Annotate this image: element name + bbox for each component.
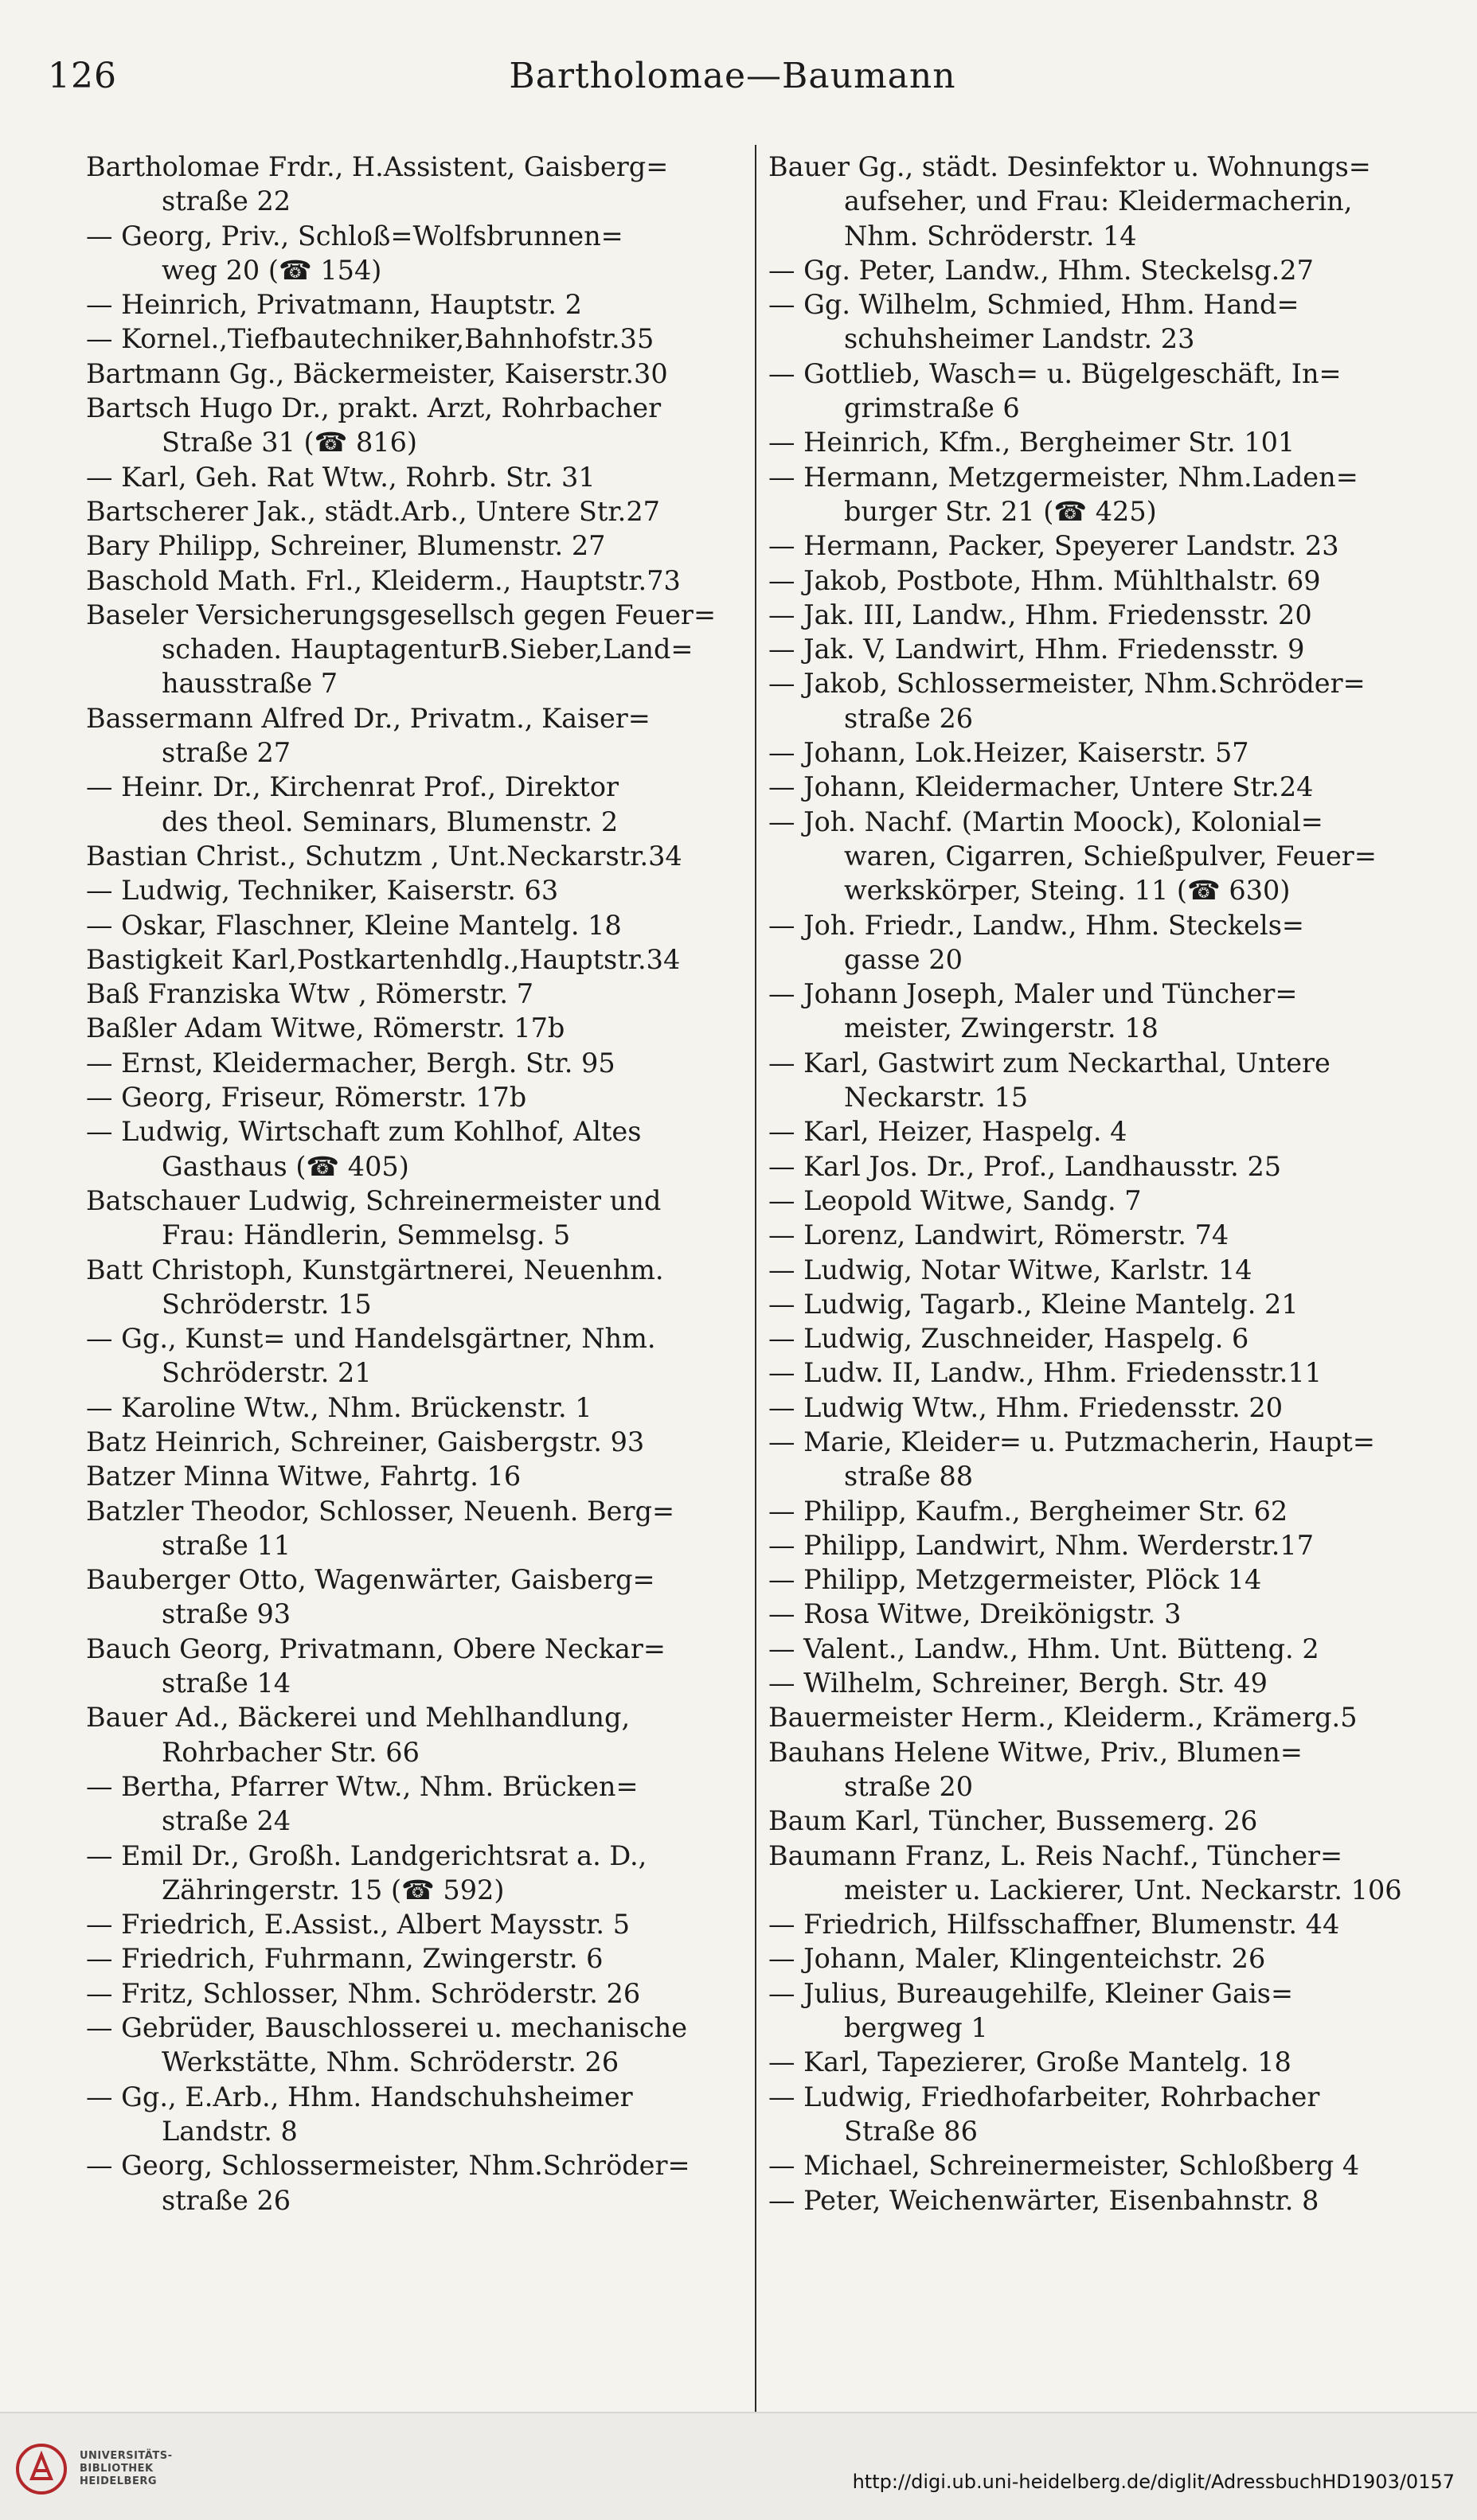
directory-entry-line: — Karoline Wtw., Nhm. Brückenstr. 1 bbox=[86, 1391, 592, 1423]
right-column bbox=[768, 150, 1441, 2218]
directory-entry-line: — Karl, Tapezierer, Große Mantelg. 18 bbox=[768, 2046, 1291, 2078]
directory-entry-line: — Johann Joseph, Maler und Tüncher= bbox=[768, 978, 1298, 1010]
directory-entry-line: — Leopold Witwe, Sandg. 7 bbox=[768, 1184, 1142, 1216]
directory-entry-line: — Michael, Schreinermeister, Schloßberg 4 bbox=[768, 2150, 1360, 2182]
directory-entry-line: Bauer Gg., städt. Desinfektor u. Wohnungs= bbox=[768, 151, 1371, 182]
directory-entry-line: — Ludwig, Friedhofarbeiter, Rohrbacher bbox=[768, 2081, 1320, 2112]
library-name-line: UNIVERSITÄTS- bbox=[80, 2450, 173, 2462]
directory-entry-line: Batzler Theodor, Schlosser, Neuenh. Berg= bbox=[86, 1495, 675, 1527]
directory-entry-line: werkskörper, Steing. 11 (☎ 630) bbox=[844, 875, 1291, 907]
directory-entry-line: — Rosa Witwe, Dreikönigstr. 3 bbox=[768, 1598, 1182, 1630]
directory-entry-line: — Oskar, Flaschner, Kleine Mantelg. 18 bbox=[86, 909, 622, 941]
directory-entry-line: — Julius, Bureaugehilfe, Kleiner Gais= bbox=[768, 1977, 1294, 2009]
directory-entry-line: waren, Cigarren, Schießpulver, Feuer= bbox=[844, 840, 1377, 872]
directory-entry-line: — Johann, Maler, Klingenteichstr. 26 bbox=[768, 1943, 1266, 1975]
directory-entry-line: Bartscherer Jak., städt.Arb., Untere Str.27 bbox=[86, 495, 660, 527]
directory-entry-line: — Friedrich, Hilfsschaffner, Blumenstr. 44 bbox=[768, 1909, 1340, 1941]
directory-entry-line: — Wilhelm, Schreiner, Bergh. Str. 49 bbox=[768, 1668, 1268, 1699]
directory-entry-line: — Ludwig Wtw., Hhm. Friedensstr. 20 bbox=[768, 1391, 1284, 1423]
directory-entry-line: Batz Heinrich, Schreiner, Gaisbergstr. 93 bbox=[86, 1426, 645, 1457]
directory-entry-line: schuhsheimer Landstr. 23 bbox=[844, 323, 1195, 355]
directory-entry-line: — Joh. Friedr., Landw., Hhm. Steckels= bbox=[768, 909, 1304, 941]
directory-entry-line: Bauberger Otto, Wagenwärter, Gaisberg= bbox=[86, 1564, 655, 1596]
directory-entry-line: — Gebrüder, Bauschlosserei u. mechanische bbox=[86, 2012, 688, 2044]
directory-entry-line: straße 26 bbox=[844, 702, 974, 734]
directory-entry-line: — Jakob, Postbote, Hhm. Mühlthalstr. 69 bbox=[768, 564, 1321, 596]
directory-entry-line: Baschold Math. Frl., Kleiderm., Hauptstr.73 bbox=[86, 564, 681, 596]
directory-entry-line: schaden. HauptagenturB.Sieber,Land= bbox=[162, 634, 694, 665]
directory-entry-line: Schröderstr. 15 bbox=[162, 1288, 372, 1320]
directory-entry-line: Baßler Adam Witwe, Römerstr. 17b bbox=[86, 1012, 565, 1044]
directory-entry-line: — Ludwig, Techniker, Kaiserstr. 63 bbox=[86, 875, 559, 907]
directory-entry-line: — Heinr. Dr., Kirchenrat Prof., Direktor bbox=[86, 771, 619, 803]
directory-entry-line: Bary Philipp, Schreiner, Blumenstr. 27 bbox=[86, 530, 606, 562]
directory-entry-line: grimstraße 6 bbox=[844, 392, 1020, 424]
directory-entry-line: — Karl, Heizer, Haspelg. 4 bbox=[768, 1116, 1127, 1148]
directory-entry-line: — Philipp, Landwirt, Nhm. Werderstr.17 bbox=[768, 1529, 1315, 1561]
directory-entry-line: — Hermann, Metzgermeister, Nhm.Laden= bbox=[768, 461, 1358, 493]
column-divider bbox=[755, 145, 756, 2429]
directory-entry-line: — Kornel.,Tiefbautechniker,Bahnhofstr.35 bbox=[86, 323, 654, 355]
directory-entry-line: Landstr. 8 bbox=[162, 2115, 298, 2147]
directory-entry-line: Bartholomae Frdr., H.Assistent, Gaisberg= bbox=[86, 151, 669, 182]
directory-entry-line: — Lorenz, Landwirt, Römerstr. 74 bbox=[768, 1219, 1229, 1251]
directory-entry-line: straße 26 bbox=[162, 2184, 291, 2216]
library-name-line: HEIDELBERG bbox=[80, 2475, 158, 2487]
directory-entry-line: Bastian Christ., Schutzm , Unt.Neckarstr.34 bbox=[86, 840, 682, 872]
library-name-line: BIBLIOTHEK bbox=[80, 2463, 154, 2475]
directory-entry-line: — Karl Jos. Dr., Prof., Landhausstr. 25 bbox=[768, 1150, 1282, 1182]
directory-entry-line: — Georg, Schlossermeister, Nhm.Schröder= bbox=[86, 2150, 690, 2182]
directory-entry-line: Bauhans Helene Witwe, Priv., Blumen= bbox=[768, 1736, 1303, 1768]
directory-entry-line: — Karl, Gastwirt zum Neckarthal, Untere bbox=[768, 1047, 1330, 1079]
directory-entry-line: — Marie, Kleider= u. Putzmacherin, Haupt= bbox=[768, 1426, 1375, 1457]
directory-entry-line: meister u. Lackierer, Unt. Neckarstr. 106 bbox=[844, 1874, 1402, 1906]
directory-entry-line: — Jak. V, Landwirt, Hhm. Friedensstr. 9 bbox=[768, 634, 1305, 665]
directory-entry-line: straße 22 bbox=[162, 185, 291, 217]
running-title: Bartholomae—Baumann bbox=[509, 56, 956, 96]
directory-entry-line: — Joh. Nachf. (Martin Moock), Kolonial= bbox=[768, 806, 1323, 837]
directory-entry-line: Bartsch Hugo Dr., prakt. Arzt, Rohrbacher bbox=[86, 392, 662, 424]
directory-entry-line: meister, Zwingerstr. 18 bbox=[844, 1012, 1159, 1044]
directory-entry-line: Batt Christoph, Kunstgärtnerei, Neuenhm. bbox=[86, 1254, 664, 1285]
page-header bbox=[48, 49, 1417, 105]
directory-entry-line: Baseler Versicherungsgesellsch gegen Feuer= bbox=[86, 599, 717, 630]
directory-entry-line: Bartmann Gg., Bäckermeister, Kaiserstr.30 bbox=[86, 357, 668, 389]
directory-entry-line: bergweg 1 bbox=[844, 2012, 988, 2044]
directory-entry-line: — Emil Dr., Großh. Landgerichtsrat a. D., bbox=[86, 1839, 647, 1871]
university-library-logo bbox=[16, 2444, 67, 2495]
directory-entry-line: Bauch Georg, Privatmann, Obere Neckar= bbox=[86, 1633, 666, 1664]
directory-entry-line: burger Str. 21 (☎ 425) bbox=[844, 495, 1157, 527]
directory-entry-line: — Johann, Kleidermacher, Untere Str.24 bbox=[768, 771, 1314, 803]
directory-entry-line: — Ludwig, Notar Witwe, Karlstr. 14 bbox=[768, 1254, 1252, 1285]
directory-entry-line: Werkstätte, Nhm. Schröderstr. 26 bbox=[162, 2046, 619, 2078]
directory-entry-line: — Ernst, Kleidermacher, Bergh. Str. 95 bbox=[86, 1047, 615, 1079]
directory-entry-line: Baumann Franz, L. Reis Nachf., Tüncher= bbox=[768, 1839, 1343, 1871]
directory-entry-line: — Philipp, Kaufm., Bergheimer Str. 62 bbox=[768, 1495, 1288, 1527]
source-url-link[interactable]: http://digi.ub.uni-heidelberg.de/diglit/AdressbuchHD1903/0157 bbox=[852, 2471, 1455, 2493]
directory-entry-line: weg 20 (☎ 154) bbox=[162, 254, 382, 286]
directory-entry-line: Bauermeister Herm., Kleiderm., Krämerg.5 bbox=[768, 1702, 1358, 1734]
directory-entry-line: Bauer Ad., Bäckerei und Mehlhandlung, bbox=[86, 1702, 631, 1734]
directory-entry-line: Frau: Händlerin, Semmelsg. 5 bbox=[162, 1219, 571, 1251]
directory-entry-line: des theol. Seminars, Blumenstr. 2 bbox=[162, 806, 619, 837]
directory-entry-line: gasse 20 bbox=[844, 943, 963, 975]
left-column bbox=[86, 150, 759, 2218]
page-number: 126 bbox=[48, 56, 117, 96]
directory-entry-line: — Gottlieb, Wasch= u. Bügelgeschäft, In= bbox=[768, 357, 1342, 389]
footer-bar bbox=[0, 2412, 1477, 2520]
directory-entry-line: hausstraße 7 bbox=[162, 668, 338, 700]
directory-entry-line: — Peter, Weichenwärter, Eisenbahnstr. 8 bbox=[768, 2184, 1319, 2216]
directory-entry-line: Straße 31 (☎ 816) bbox=[162, 427, 417, 458]
directory-entry-line: — Georg, Friseur, Römerstr. 17b bbox=[86, 1082, 527, 1114]
directory-entry-line: — Karl, Geh. Rat Wtw., Rohrb. Str. 31 bbox=[86, 461, 596, 493]
directory-entry-line: straße 24 bbox=[162, 1805, 291, 1837]
library-name bbox=[80, 2450, 172, 2488]
directory-entry-line: — Heinrich, Privatmann, Hauptstr. 2 bbox=[86, 289, 582, 321]
directory-entry-line: straße 14 bbox=[162, 1668, 291, 1699]
directory-entry-line: — Gg., E.Arb., Hhm. Handschuhsheimer bbox=[86, 2081, 633, 2112]
directory-entry-line: — Gg. Peter, Landw., Hhm. Steckelsg.27 bbox=[768, 254, 1314, 286]
directory-entry-line: — Philipp, Metzgermeister, Plöck 14 bbox=[768, 1564, 1262, 1596]
directory-entry-line: Nhm. Schröderstr. 14 bbox=[844, 220, 1137, 252]
directory-entry-line: Batzer Minna Witwe, Fahrtg. 16 bbox=[86, 1461, 522, 1492]
directory-entry-line: — Gg., Kunst= und Handelsgärtner, Nhm. bbox=[86, 1323, 656, 1355]
directory-entry-line: — Hermann, Packer, Speyerer Landstr. 23 bbox=[768, 530, 1339, 562]
directory-entry-line: straße 27 bbox=[162, 737, 291, 769]
directory-entry-line: aufseher, und Frau: Kleidermacherin, bbox=[844, 185, 1353, 217]
directory-entry-line: straße 93 bbox=[162, 1598, 291, 1630]
directory-entry-line: Rohrbacher Str. 66 bbox=[162, 1736, 420, 1768]
directory-entry-line: — Gg. Wilhelm, Schmied, Hhm. Hand= bbox=[768, 289, 1299, 321]
directory-entry-line: — Fritz, Schlosser, Nhm. Schröderstr. 26 bbox=[86, 1977, 641, 2009]
directory-entry-line: straße 20 bbox=[844, 1770, 974, 1802]
directory-entry-line: Zähringerstr. 15 (☎ 592) bbox=[162, 1874, 505, 1906]
directory-entry-line: — Ludwig, Wirtschaft zum Kohlhof, Altes bbox=[86, 1116, 642, 1148]
directory-entry-line: Neckarstr. 15 bbox=[844, 1082, 1029, 1114]
directory-entry-line: straße 11 bbox=[162, 1529, 291, 1561]
directory-entry-line: Baum Karl, Tüncher, Bussemerg. 26 bbox=[768, 1805, 1258, 1837]
directory-entry-line: — Heinrich, Kfm., Bergheimer Str. 101 bbox=[768, 427, 1295, 458]
directory-entry-line: Bastigkeit Karl,Postkartenhdlg.,Hauptstr.34 bbox=[86, 943, 681, 975]
directory-entry-line: Bassermann Alfred Dr., Privatm., Kaiser= bbox=[86, 702, 651, 734]
directory-entry-line: — Georg, Priv., Schloß=Wolfsbrunnen= bbox=[86, 220, 623, 252]
directory-entry-line: — Friedrich, E.Assist., Albert Maysstr. 5 bbox=[86, 1909, 631, 1941]
directory-entry-line: Batschauer Ludwig, Schreinermeister und bbox=[86, 1184, 662, 1216]
directory-entry-line: — Ludw. II, Landw., Hhm. Friedensstr.11 bbox=[768, 1357, 1323, 1389]
directory-entry-line: Straße 86 bbox=[844, 2115, 978, 2147]
directory-entry-line: Baß Franziska Wtw , Römerstr. 7 bbox=[86, 978, 534, 1010]
directory-entry-line: straße 88 bbox=[844, 1461, 974, 1492]
directory-entry-line: Schröderstr. 21 bbox=[162, 1357, 372, 1389]
directory-entry-line: — Bertha, Pfarrer Wtw., Nhm. Brücken= bbox=[86, 1770, 639, 1802]
directory-entry-line: — Ludwig, Zuschneider, Haspelg. 6 bbox=[768, 1323, 1249, 1355]
directory-entry-line: — Friedrich, Fuhrmann, Zwingerstr. 6 bbox=[86, 1943, 604, 1975]
directory-entry-line: — Jakob, Schlossermeister, Nhm.Schröder= bbox=[768, 668, 1366, 700]
directory-entry-line: — Jak. III, Landw., Hhm. Friedensstr. 20 bbox=[768, 599, 1312, 630]
directory-entry-line: — Ludwig, Tagarb., Kleine Mantelg. 21 bbox=[768, 1288, 1299, 1320]
directory-entry-line: Gasthaus (☎ 405) bbox=[162, 1150, 409, 1182]
directory-entry-line: — Valent., Landw., Hhm. Unt. Bütteng. 2 bbox=[768, 1633, 1319, 1664]
directory-entry-line: — Johann, Lok.Heizer, Kaiserstr. 57 bbox=[768, 737, 1249, 769]
